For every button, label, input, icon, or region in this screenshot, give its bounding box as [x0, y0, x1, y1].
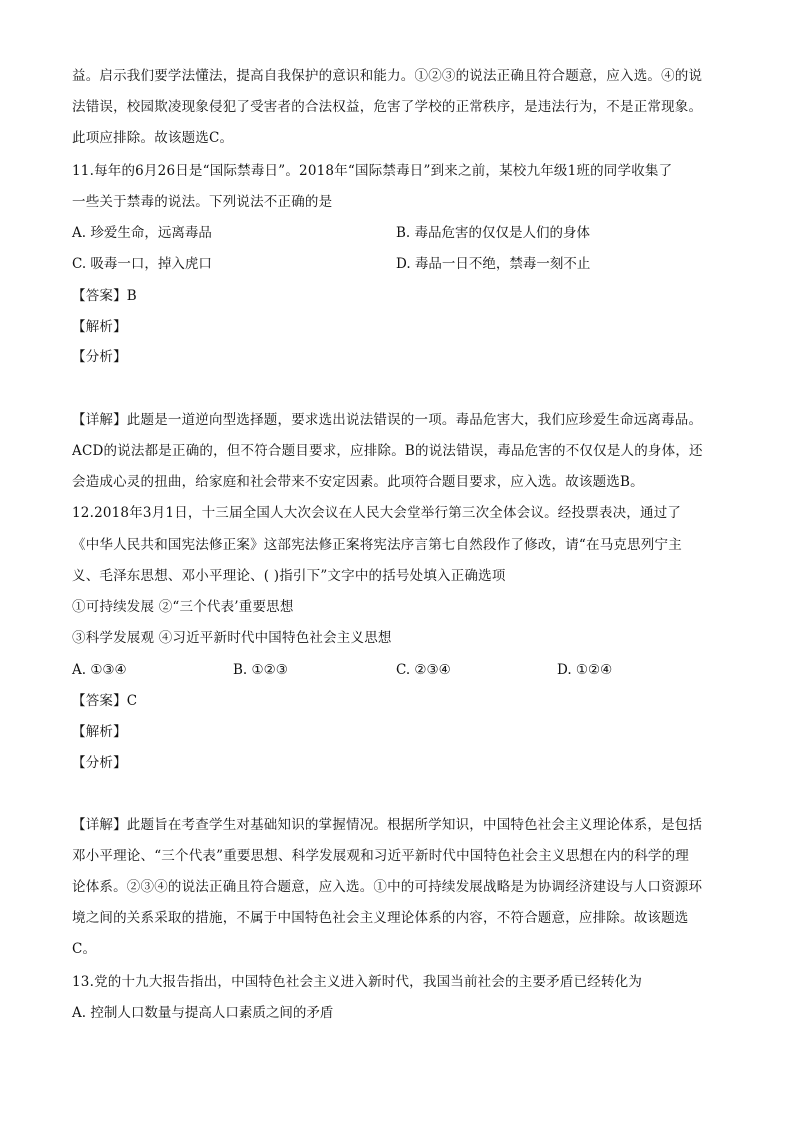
q12-fenxi-label: 【分析】: [72, 755, 127, 771]
intro-line-2: 法错误，校园欺凌现象侵犯了受害者的合法权益，危害了学校的正常秩序，是违法行为，不是正常现象。: [72, 99, 703, 115]
q12-answer: 【答案】C: [72, 693, 138, 709]
q11-analysis-label: 【解析】: [72, 319, 127, 335]
q11-fenxi-label: 【分析】: [72, 349, 127, 365]
q12-choice-line-1: ①可持续发展 ②“三个代表’重要思想: [72, 599, 294, 615]
q12-choice-line-2: ③科学发展观 ④习近平新时代中国特色社会主义思想: [72, 630, 392, 646]
q12-detail-line-5: C。: [72, 941, 97, 957]
q11-stem-line-1: 11.每年的6月26日是“国际禁毒日”。2018年“国际禁毒日”到来之前，某校九年级1班的同学收集了: [72, 163, 673, 179]
q12-option-d: D. ①②④: [557, 662, 613, 678]
q12-option-a: A. ①③④: [72, 662, 127, 678]
q11-detail-line-1: 【详解】此题是一道逆向型选择题，要求选出说法错误的一项。毒品危害大，我们应珍爱生命远离毒品。: [72, 412, 703, 428]
q13-option-a: A. 控制人口数量与提高人口素质之间的矛盾: [72, 1005, 334, 1021]
q11-option-d: D. 毒品一日不绝，禁毒一刻不止: [396, 256, 591, 272]
q12-stem-line-3: 义、毛泽东思想、邓小平理论、( )指引下”文字中的括号处填入正确选项: [72, 568, 506, 584]
q12-detail-line-4: 境之间的关系采取的措施，不属于中国特色社会主义理论体系的内容，不符合题意，应排除。故该题选: [72, 910, 689, 926]
q11-detail-line-2: ACD的说法都是正确的，但不符合题目要求，应排除。B的说法错误，毒品危害的不仅仅是人的身体，还: [72, 443, 703, 459]
q13-stem-line-1: 13.党的十九大报告指出，中国特色社会主义进入新时代，我国当前社会的主要矛盾已经转化为: [72, 974, 643, 990]
q11-detail-line-3: 会造成心灵的扭曲，给家庭和社会带来不安定因素。此项符合题目要求，应入选。故该题选B。: [72, 474, 644, 490]
q11-option-a: A. 珍爱生命，远离毒品: [72, 225, 212, 241]
intro-line-1: 益。启示我们要学法懂法，提高自我保护的意识和能力。①②③的说法正确且符合题意，应入选。④的说: [72, 68, 703, 84]
q12-detail-line-3: 论体系。②③④的说法正确且符合题意，应入选。①中的可持续发展战略是为协调经济建设与人口资源环: [72, 879, 703, 895]
q12-option-b: B. ①②③: [233, 662, 288, 678]
q12-analysis-label: 【解析】: [72, 724, 127, 740]
q11-option-c: C. 吸毒一口，掉入虎口: [72, 256, 212, 272]
intro-line-3: 此项应排除。故该题选C。: [72, 130, 234, 146]
q12-stem-line-1: 12.2018年3月1日，十三届全国人大次会议在人民大会堂举行第三次全体会议。经投票表决，通过了: [72, 505, 682, 521]
q12-detail-line-2: 邓小平理论、“三个代表”重要思想、科学发展观和习近平新时代中国特色社会主义思想在内的科学的理: [72, 848, 690, 864]
q11-answer: 【答案】B: [72, 288, 137, 304]
q12-detail-line-1: 【详解】此题旨在考查学生对基础知识的掌握情况。根据所学知识，中国特色社会主义理论体系，是包括: [72, 817, 703, 833]
q12-option-c: C. ②③④: [396, 662, 451, 678]
q11-option-b: B. 毒品危害的仅仅是人们的身体: [396, 225, 591, 241]
q12-stem-line-2: 《中华人民共和国宪法修正案》这部宪法修正案将宪法序言第七自然段作了修改，请“在马克思列宁主: [72, 537, 682, 553]
q11-stem-line-2: 一些关于禁毒的说法。下列说法不正确的是: [72, 194, 333, 210]
